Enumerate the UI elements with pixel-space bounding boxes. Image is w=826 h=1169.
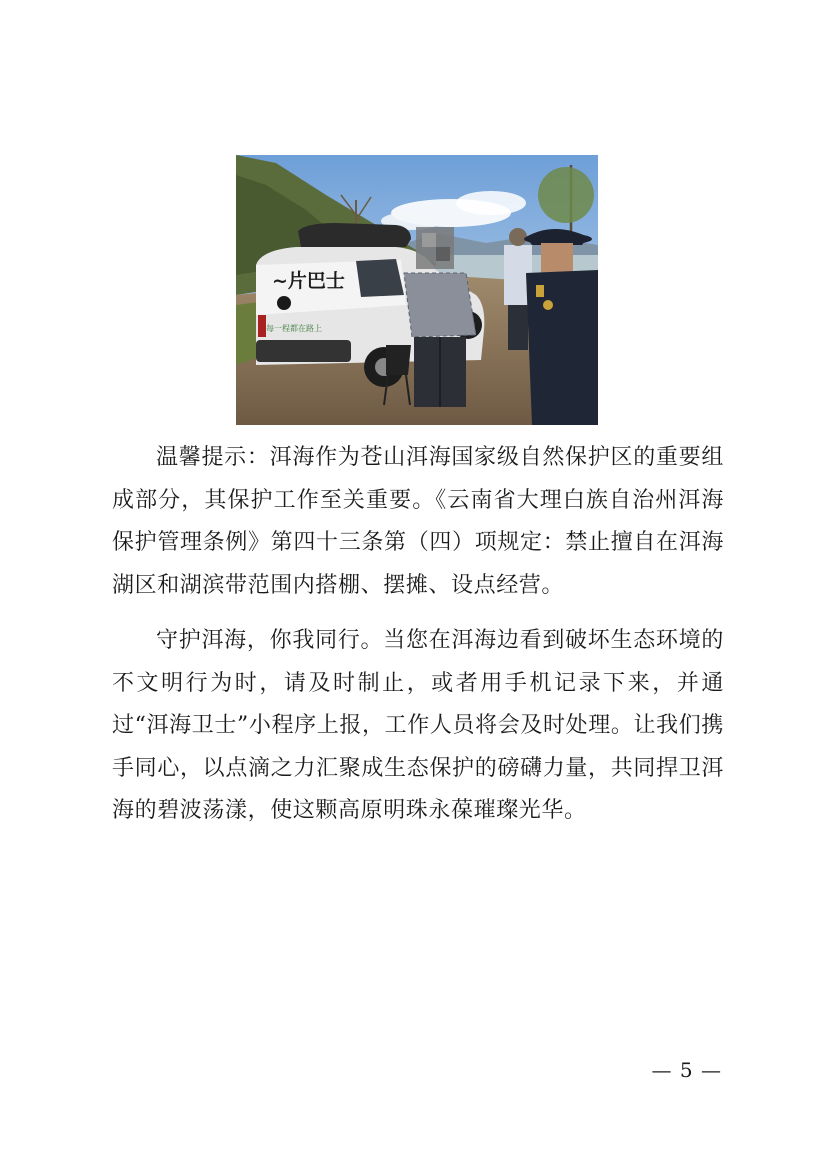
van-slogan: 每一程都在路上	[266, 324, 322, 333]
reminder-paragraph: 温馨提示：洱海作为苍山洱海国家级自然保护区的重要组成部分，其保护工作至关重要。《云南省大理白族自治州洱海保护管理条例》第四十三条第（四）项规定：禁止擅自在洱海湖区和湖滨带范围内搭棚、摆摊、设点经营。	[112, 445, 724, 598]
van-sign: ~片巴士	[272, 270, 345, 292]
inspection-photo	[236, 155, 598, 425]
page-number: — 5 —	[651, 1058, 722, 1082]
appeal-paragraph: 守护洱海，你我同行。当您在洱海边看到破坏生态环境的不文明行为时，请及时制止，或者用手机记录下来，并通过“洱海卫士”小程序上报，工作人员将会及时处理。让我们携手同心，以点滴之力汇聚成生态保护的磅礴力量，共同捍卫洱海的碧波荡漾，使这颗高原明珠永葆璀璨光华。	[112, 628, 724, 823]
